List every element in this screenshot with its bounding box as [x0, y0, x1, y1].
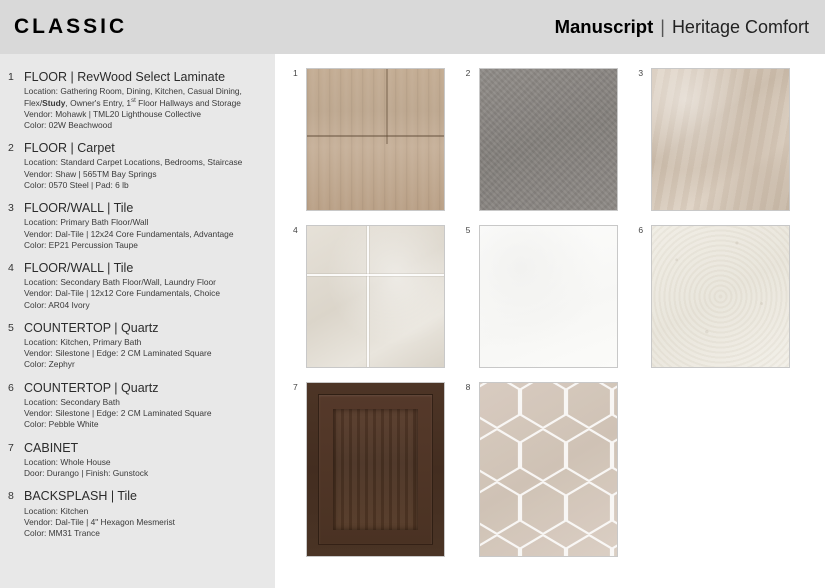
hexagon-pattern-icon [480, 383, 618, 557]
legend-vendor: Vendor: Silestone | Edge: 2 CM Laminated Square [24, 408, 212, 419]
swatch-cell [638, 225, 811, 382]
series-name: Heritage Comfort [671, 17, 809, 37]
swatch-cabinet-gunstock [306, 382, 445, 557]
legend-color: Color: 0570 Steel | Pad: 6 lb [24, 179, 129, 190]
legend-sidebar [0, 54, 275, 588]
legend-location-line2 [24, 98, 265, 109]
legend-title: CABINET [24, 440, 79, 455]
legend-body [24, 321, 265, 371]
legend-location: Location: Primary Bath Floor/Wall [24, 217, 149, 228]
swatch-cell [293, 225, 466, 382]
legend-color: Color: EP21 Percussion Taupe [24, 239, 138, 250]
legend-location: Location: Standard Carpet Locations, Bedrooms, Staircase [24, 157, 243, 168]
swatch-label: 2 [465, 68, 471, 78]
swatch-cell [466, 68, 639, 225]
legend-vendor: Vendor: Dal-Tile | 12x12 Core Fundamentals, Choice [24, 288, 220, 299]
swatch-cell [293, 68, 466, 225]
swatch-row [293, 382, 811, 539]
swatch-cell [293, 382, 466, 539]
swatch-carpet [479, 68, 618, 211]
list-item [8, 261, 265, 311]
plan-name: Manuscript [554, 16, 654, 37]
header-divider: | [660, 17, 665, 37]
legend-vendor: Vendor: Silestone | Edge: 2 CM Laminated Square [24, 348, 212, 359]
cabinet-frame [318, 394, 433, 545]
legend-number: 4 [8, 261, 14, 274]
swatch-quartz-zephyr [479, 225, 618, 368]
plan-identifier [555, 16, 809, 38]
brand-title: CLASSIC [14, 15, 128, 38]
swatch-quartz-pebble-white [651, 225, 790, 368]
legend-location: Location: Kitchen [24, 505, 89, 516]
legend-vendor: Vendor: Shaw | 565TM Bay Springs [24, 168, 157, 179]
legend-location-post: , Owner's Entry, 1 [65, 97, 132, 108]
legend-title: COUNTERTOP | Quartz [24, 380, 159, 395]
legend-location-emphasis: Study [42, 97, 66, 108]
legend-number: 7 [8, 441, 14, 454]
swatch-label: 4 [293, 225, 298, 235]
swatch-label: 3 [638, 68, 644, 78]
legend-number: 6 [8, 381, 14, 394]
swatch-label: 8 [465, 382, 471, 392]
legend-title: COUNTERTOP | Quartz [24, 320, 159, 335]
legend-vendor: Vendor: Mohawk | TML20 Lighthouse Collective [24, 108, 202, 119]
legend-vendor: Vendor: Dal-Tile | 12x24 Core Fundamentals, Advantage [24, 228, 234, 239]
legend-number: 2 [8, 142, 14, 155]
list-item [8, 70, 265, 131]
legend-color: Color: AR04 Ivory [24, 299, 90, 310]
list-item [8, 141, 265, 191]
legend-number: 3 [8, 201, 14, 214]
list-item [8, 381, 265, 431]
swatch-grid [275, 54, 825, 588]
legend-title: FLOOR | RevWood Select Laminate [24, 70, 226, 84]
legend-location: Location: Secondary Bath Floor/Wall, Laundry Floor [24, 277, 216, 288]
list-item [8, 321, 265, 371]
list-item [8, 441, 265, 480]
legend-title: FLOOR/WALL | Tile [24, 260, 134, 275]
swatch-tile-percussion-taupe [651, 68, 790, 211]
legend-color: Color: Pebble White [24, 419, 99, 430]
legend-location: Location: Whole House [24, 456, 111, 467]
cabinet-panel [333, 409, 418, 530]
page-header [0, 0, 825, 54]
swatch-cell [638, 68, 811, 225]
list-item [8, 201, 265, 251]
swatch-label: 7 [293, 382, 298, 392]
legend-body [24, 489, 265, 539]
swatch-cell [466, 382, 639, 539]
legend-location-ordinal: st [131, 97, 136, 104]
legend-title: FLOOR | Carpet [24, 141, 115, 156]
legend-vendor: Vendor: Dal-Tile | 4" Hexagon Mesmerist [24, 516, 175, 527]
legend-number: 8 [8, 490, 14, 503]
list-item [8, 489, 265, 539]
legend-title: BACKSPLASH | Tile [24, 489, 138, 504]
swatch-tile-ivory [306, 225, 445, 368]
legend-body [24, 381, 265, 431]
swatch-row [293, 225, 811, 382]
legend-color: Color: MM31 Trance [24, 527, 100, 538]
swatch-cell [466, 225, 639, 382]
legend-location: Location: Secondary Bath [24, 397, 120, 407]
legend-body [24, 141, 265, 191]
swatch-cell-empty [638, 382, 811, 539]
legend-location-end: Floor Hallways and Storage [135, 97, 241, 108]
legend-number: 1 [8, 71, 14, 83]
legend-location: Location: Kitchen, Primary Bath [24, 337, 142, 348]
legend-title: FLOOR/WALL | Tile [24, 200, 134, 215]
legend-number: 5 [8, 321, 14, 334]
swatch-row [293, 68, 811, 225]
legend-body [24, 441, 265, 480]
swatch-laminate-wood [306, 68, 445, 211]
legend-vendor: Door: Durango | Finish: Gunstock [24, 468, 149, 479]
legend-location-pre: Flex/ [24, 97, 43, 108]
swatch-label: 6 [638, 225, 644, 235]
legend-body [24, 201, 265, 251]
swatch-backsplash-hexagon [479, 382, 618, 557]
swatch-label: 1 [293, 68, 298, 78]
legend-color: Color: 02W Beachwood [24, 119, 112, 130]
legend-color: Color: Zephyr [24, 359, 75, 370]
legend-body [24, 70, 265, 131]
swatch-label: 5 [465, 225, 471, 235]
legend-location-line1: Location: Gathering Room, Dining, Kitchen, Casual Dining, [24, 86, 242, 97]
legend-body [24, 261, 265, 311]
